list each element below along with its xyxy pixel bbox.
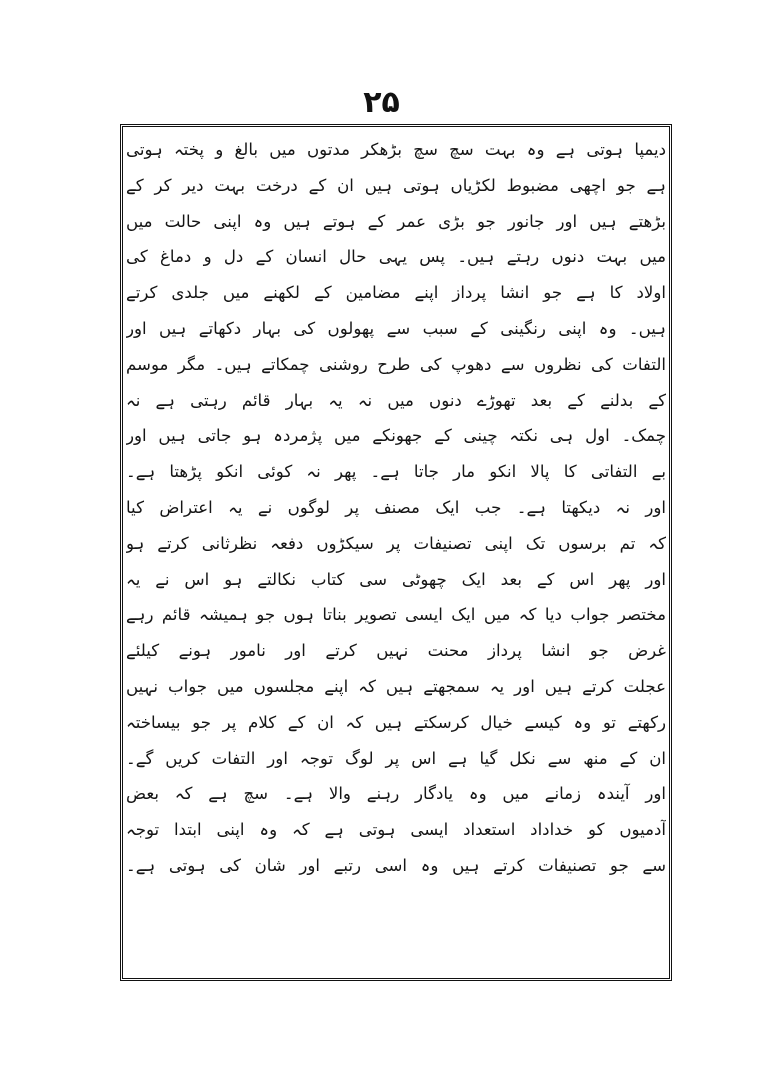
text-line: سے جو تصنیفات کرتے ہیں وہ اسی رتبے اور شان کی ہوتی ہے۔ — [126, 855, 666, 875]
text-line: عجلت کرتے ہیں اور یہ سمجھتے ہیں کہ اپنے مجلسوں میں جواب نہیں — [126, 676, 666, 696]
text-line: اور پھر اس کے بعد ایک چھوٹی سی کتاب نکالتے ہو اس نے یہ — [126, 569, 666, 589]
text-line: کہ تم برسوں تک اپنی تصنیفات پر سیکڑوں دفعہ نظرثانی کرتے ہو — [126, 533, 666, 553]
text-line: التفات کی نظروں سے دھوپ کی طرح روشنی چمکاتے ہیں۔ مگر موسم — [126, 354, 666, 374]
text-line: اولاد کا ہے جو انشا پرداز اپنے مضامین کے لکھنے میں جلدی کرتے — [126, 283, 666, 303]
text-line: بڑھتے ہیں اور جانور جو بڑی عمر کے ہوتے ہیں وہ اپنی حالت میں — [126, 211, 666, 231]
text-line: دیمپا ہوتی ہے وہ بہت سچ سچ بڑھکر مدتوں میں بالغ و پختہ ہوتی — [126, 140, 666, 159]
text-line: ہے جو اچھی مضبوط لکڑیاں ہوتی ہیں ان کے درخت بہت دیر کر کے — [126, 175, 666, 195]
text-line: کے بدلنے کے بعد تھوڑے دنوں میں نہ یہ بہار قائم رہتی ہے نہ — [126, 390, 666, 410]
text-line: آدمیوں کو خداداد استعداد ایسی ہوتی ہے کہ وہ اپنی ابتدا توجہ — [126, 820, 666, 840]
text-line: ان کے منھ سے نکل گیا ہے اس پر لوگ توجہ اور التفات کریں گے۔ — [126, 748, 666, 768]
text-line: اور نہ دیکھتا ہے۔ جب ایک مصنف پر لوگوں نے یہ اعتراض کیا — [126, 497, 666, 517]
text-line: اور آیندہ زمانے میں وہ یادگار رہنے والا ہے۔ سچ ہے کہ بعض — [126, 784, 666, 804]
text-line: مختصر جواب دیا کہ میں ایک ایسی تصویر بناتا ہوں جو ہمیشہ قائم رہے — [126, 605, 666, 625]
body-text — [126, 132, 666, 972]
text-line: بے التفاتی کا پالا انکو مار جاتا ہے۔ پھر نہ کوئی انکو پڑھتا ہے۔ — [126, 462, 666, 482]
text-line: ہیں۔ وہ اپنی رنگینی کے سبب سے پھولوں کی بہار دکھاتے ہیں اور — [126, 318, 666, 338]
text-line: چمک۔ اول ہی نکتہ چینی کے جھونکے میں پژمردہ ہو جاتی ہیں اور — [126, 426, 666, 446]
page-number: ۲۵ — [363, 85, 400, 120]
text-line: میں بہت دنوں رہتے ہیں۔ پس یہی حال انسان کے دل و دماغ کی — [126, 247, 666, 267]
text-line: رکھتے تو وہ کیسے خیال کرسکتے ہیں کہ ان کے کلام پر جو بیساختہ — [126, 712, 666, 732]
text-line: غرض جو انشا پرداز محنت نہیں کرتے اور نامور ہونے کیلئے — [126, 641, 666, 661]
